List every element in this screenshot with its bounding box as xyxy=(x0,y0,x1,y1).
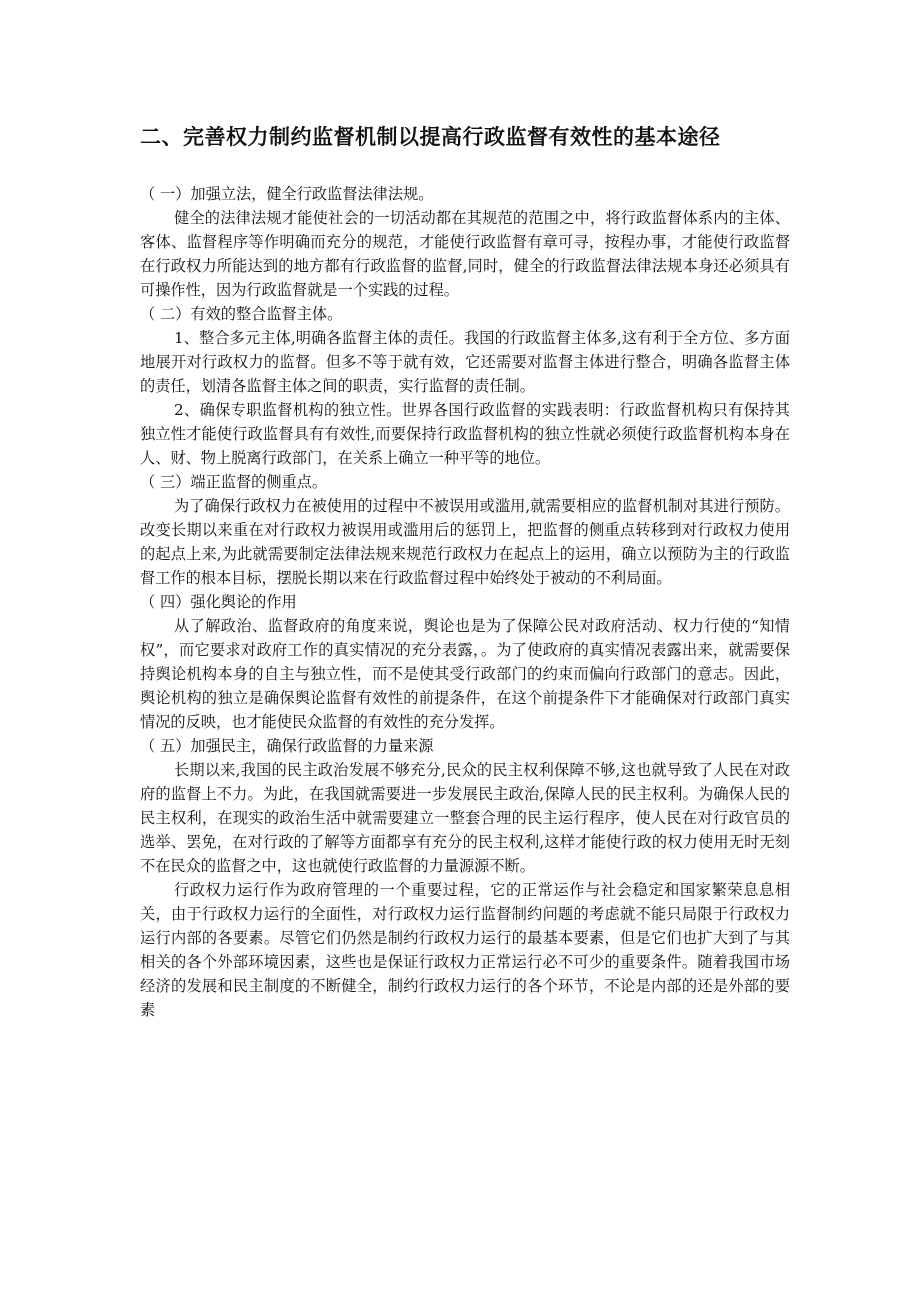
section-heading: （ 二）有效的整合监督主体。 xyxy=(140,305,343,323)
section-heading: （ 五）加强民主，确保行政监督的力量来源 xyxy=(140,737,434,755)
body-paragraph: 行政权力运行作为政府管理的一个重要过程，它的正常运作与社会稳定和国家繁荣息息相关，由于行政权力运行的全面性，对行政权力运行监督制约问题的考虑就不能只局限于行政权力运行内部的各要素。尽管它们仍然是制约行政权力运行的最基本要素，但是它们也扩大到了与其相关的各个外部环境因素，这些也是保证行政权力正常运行必不可少的重要条件。随着我国市场经济的发展和民主制度的不断健全，制约行政权力运行的各个环节，不论是内部的还是外部的要素 xyxy=(140,881,790,1019)
document-title: 二、完善权力制约监督机制以提高行政监督有效性的基本途径 xyxy=(140,125,721,149)
body-paragraph: 2、确保专职监督机构的独立性。世界各国行政监督的实践表明：行政监督机构只有保持其独立性才能使行政监督具有有效性,而要保持行政监督机构的独立性就必须使行政监督机构本身在人、财、物上脱离行政部门，在关系上确立一种平等的地位。 xyxy=(140,401,790,467)
section-heading: （ 一）加强立法，健全行政监督法律法规。 xyxy=(140,185,434,203)
body-paragraph: 健全的法律法规才能使社会的一切活动都在其规范的范围之中，将行政监督体系内的主体、客体、监督程序等作明确而充分的规范，才能使行政监督有章可寻，按程办事，才能使行政监督在行政权力所能达到的地方都有行政监督的监督,同时，健全的行政监督法律法规本身还必须具有可操作性，因为行政监督就是一个实践的过程。 xyxy=(140,209,790,299)
document-body xyxy=(140,182,790,1022)
section-heading: （ 三）端正监督的侧重点。 xyxy=(140,473,328,491)
document-page xyxy=(140,122,790,1022)
body-paragraph: 从了解政治、监督政府的角度来说，舆论也是为了保障公民对政府活动、权力行使的“知情权”，而它要求对政府工作的真实情况的充分表露，。为了使政府的真实情况表露出来，就需要保持舆论机构本身的自主与独立性，而不是使其受行政部门的约束而偏向行政部门的意志。因此，舆论机构的独立是确保舆论监督有效性的前提条件，在这个前提条件下才能确保对行政部门真实情况的反映，也才能使民众监督的有效性的充分发挥。 xyxy=(140,617,790,731)
body-paragraph: 为了确保行政权力在被使用的过程中不被误用或滥用,就需要相应的监督机制对其进行预防。改变长期以来重在对行政权力被误用或滥用后的惩罚上，把监督的侧重点转移到对行政权力使用的起点上来,为此就需要制定法律法规来规范行政权力在起点上的运用，确立以预防为主的行政监督工作的根本目标，摆脱长期以来在行政监督过程中始终处于被动的不利局面。 xyxy=(140,497,790,587)
section-heading: （ 四）强化舆论的作用 xyxy=(140,593,297,611)
body-paragraph: 1、整合多元主体,明确各监督主体的责任。我国的行政监督主体多,这有利于全方位、多方面地展开对行政权力的监督。但多不等于就有效，它还需要对监督主体进行整合，明确各监督主体的责任，划清各监督主体之间的职责，实行监督的责任制。 xyxy=(140,329,790,395)
body-paragraph: 长期以来,我国的民主政治发展不够充分,民众的民主权利保障不够,这也就导致了人民在对政府的监督上不力。为此，在我国就需要进一步发展民主政治,保障人民的民主权利。为确保人民的民主权利，在现实的政治生活中就需要建立一整套合理的民主运行程序，使人民在对行政官员的选举、罢免，在对行政的了解等方面都享有充分的民主权利,这样才能使行政的权力使用无时无刻不在民众的监督之中，这也就使行政监督的力量源源不断。 xyxy=(140,761,790,875)
